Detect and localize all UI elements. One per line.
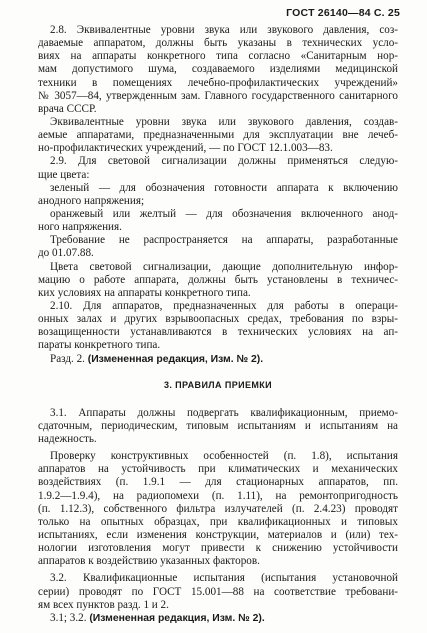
text-line: оранжевый или желтый — для обозначения включенного анод- [50,208,398,220]
text-line: воздействиях (п. 1.9.1 — для стационарных аппаратов, пп. [38,476,398,489]
text-line: 3.2. Квалификационные испытания (испытания установочной [50,572,398,585]
text-line: Эквивалентные уровни звука или звукового давления, создав- [50,116,398,129]
text-line: анодного напряжения; [38,194,145,207]
text-line: щие цвета: [38,168,90,181]
text-line: серии) проводят по ГОСТ 15.001—88 на соответствие требовани- [38,585,398,598]
text-line: техники в помещениях лечебно-профилактических учреждений» [38,76,398,89]
text-line: ям всех пунктов разд. 1 и 2. [38,598,169,611]
text-line: параты конкретного типа. [38,339,161,352]
amendment-note: 3.1; 3.2. (Измененная редакция, Изм. № 2). [50,611,265,624]
text-line: зеленый — для обозначения готовности аппарата к включению [50,181,398,194]
text-line: Проверку конструктивных особенностей (п. 1.8), испытания [50,450,398,463]
text-line: онных залах и других взрывоопасных средах, требования по взры- [38,313,398,326]
amendment-note: Разд. 2. (Измененная редакция, Изм. № 2). [50,352,264,365]
text-line: даваемые аппаратом, должны быть указаны в технических усло- [38,37,398,50]
text-line: № 3057—84, утвержденным зам. Главного государственного санитарного врача СССР. [38,89,398,115]
text-line: Требование не распространяется на аппараты, разработанные [50,234,398,247]
text-line: аемые аппаратами, предназначенными для эксплуатации вне лечеб- [38,129,398,142]
text-line: ких условиях на аппараты конкретного типа. [38,286,251,299]
document-body [38,24,398,625]
text-line: 2.8. Эквивалентные уровни звука или звукового давления, соз- [50,24,398,36]
text-line: но-профилактических учреждений, — по ГОСТ 12.1.003—83. [38,142,333,155]
text-line: мам допустимого шума, создаваемого изделиями медицинской [38,63,398,76]
text-line: сдаточным, периодическим, типовым испытаниям и испытаниям на [38,419,398,432]
text-line: ного напряжения. [38,221,122,234]
text-line: 1.9.2—1.9.4), на радиопомехи (п. 1.11), на ремонтопригодность [38,489,398,502]
text-line: Цвета световой сигнализации, дающие дополнительную инфор- [50,260,398,273]
text-line: мацию о работе аппарата, должны быть установлены в техничес- [38,273,398,286]
page-header: ГОСТ 26140—84 С. 25 [286,7,400,19]
section-heading: 3. ПРАВИЛА ПРИЕМКИ [163,379,273,390]
text-line: 2.9. Для световой сигнализации должны применяться следую- [50,155,398,168]
text-line: до 01.07.88. [38,247,94,260]
text-line: виях на аппараты конкретного типа согласно «Санитарным нор- [38,50,398,63]
text-line: нологии изготовления могут привести к снижению устойчивости [38,542,398,555]
text-line: надежность. [38,432,97,445]
text-line: только на опытных образцах, при квалификационных и типовых [38,515,398,528]
text-line: аппаратов на устойчивость при климатических и механических [38,463,398,476]
text-line: 2.10. Для аппаратов, предназначенных для работы в операци- [50,299,398,312]
text-line: аппаратов к воздействию указанных факторов. [38,555,260,568]
text-line: 3.1. Аппараты должны подвергать квалификационным, приемо- [50,406,398,419]
text-line: испытаниях, если изменения конструкции, материалов и (или) тех- [38,528,398,541]
text-line: (п. 1.12.3), собственного фильтра излучателей (п. 2.4.23) проводят [38,502,398,515]
text-line: возащищенности устанавливаются в технических условиях на ап- [38,326,398,339]
